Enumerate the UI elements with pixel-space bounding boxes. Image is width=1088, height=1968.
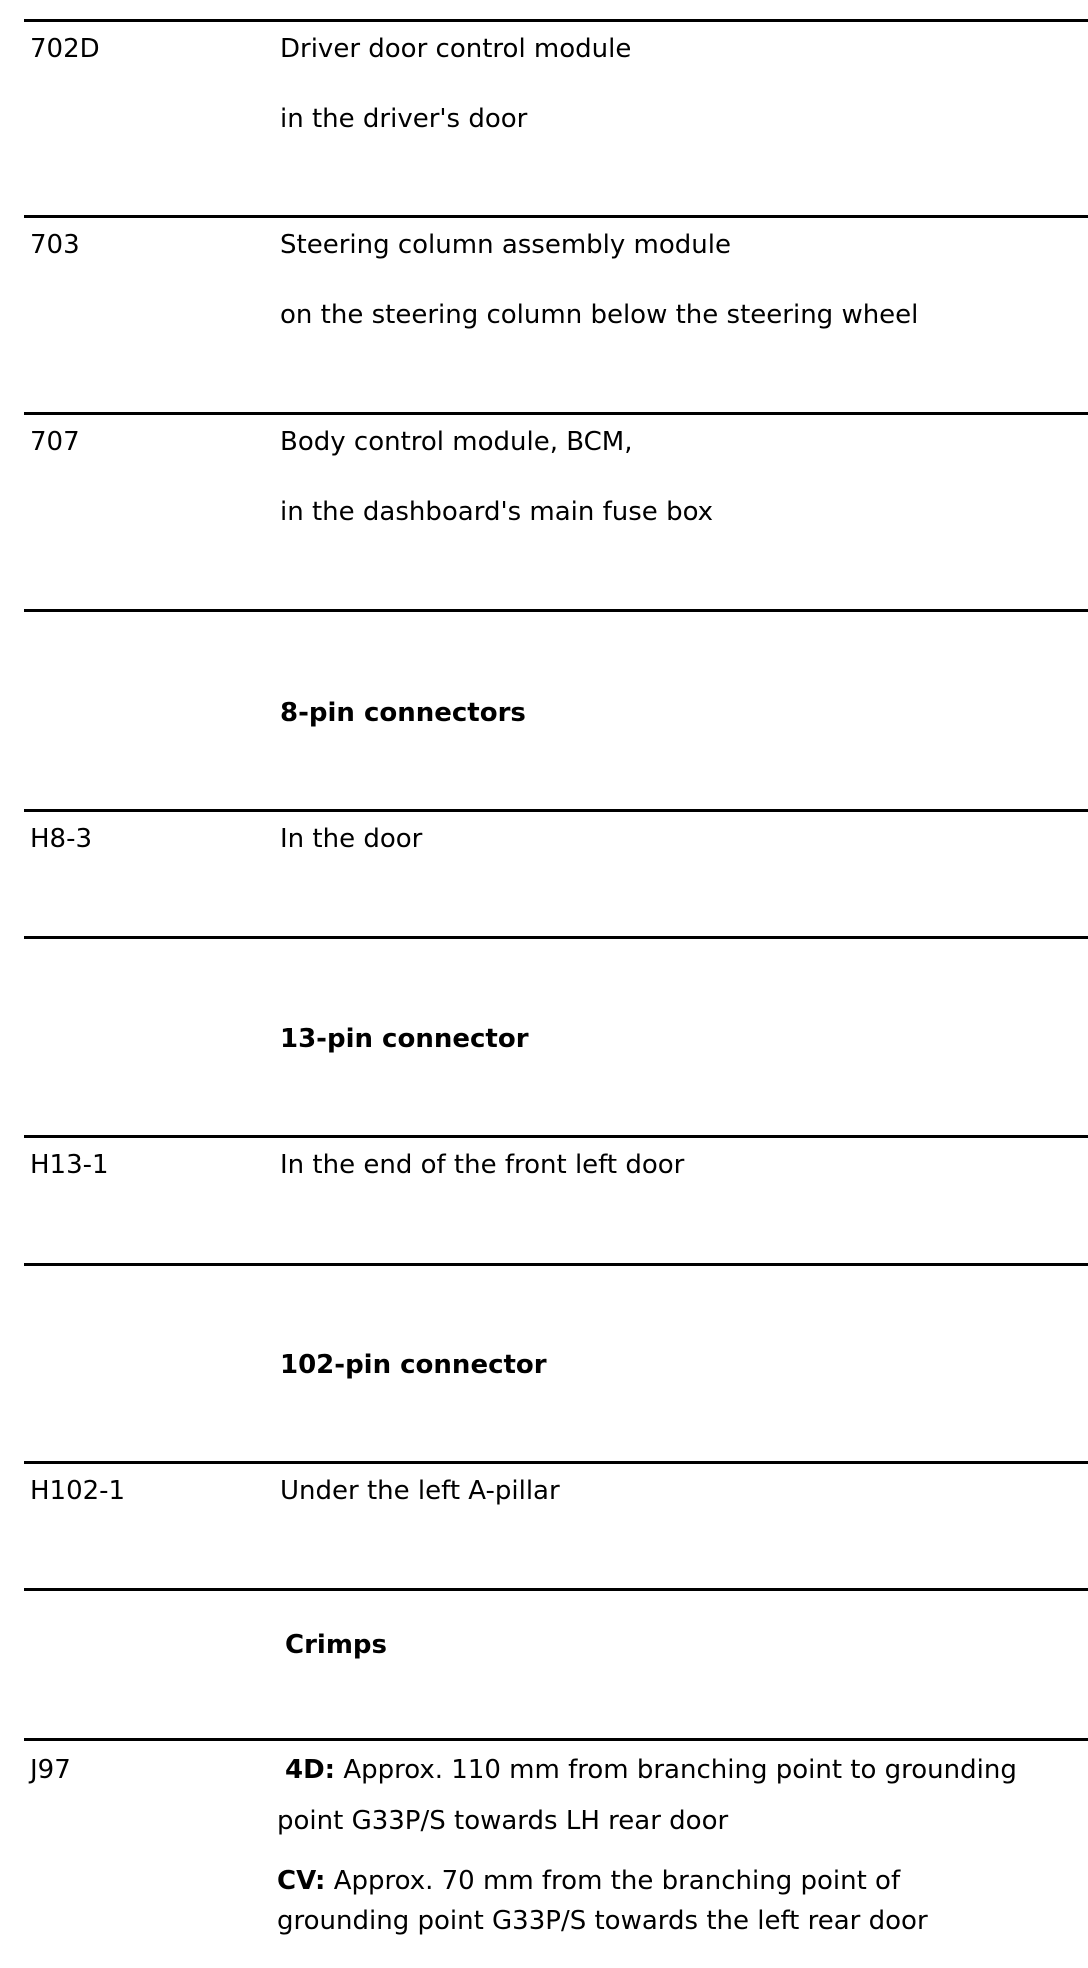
- component-location: in the driver's door: [280, 104, 528, 134]
- divider: [24, 609, 1088, 612]
- divider: [24, 215, 1088, 218]
- connector-code: H8-3: [30, 824, 93, 854]
- connector-code: H13-1: [30, 1150, 109, 1180]
- connector-location: Under the left A-pillar: [280, 1476, 560, 1506]
- divider: [24, 1588, 1088, 1591]
- component-description: Body control module, BCM,: [280, 427, 633, 457]
- component-code: 707: [30, 427, 80, 457]
- section-heading-102-pin: 102-pin connector: [280, 1350, 547, 1380]
- crimp-cv-line-1: [277, 1866, 900, 1896]
- divider: [24, 1461, 1088, 1464]
- connector-code: H102-1: [30, 1476, 126, 1506]
- divider: [24, 412, 1088, 415]
- crimp-4d-text: Approx. 110 mm from branching point to grounding: [335, 1755, 1017, 1785]
- crimp-cv-label: CV:: [277, 1866, 326, 1896]
- section-heading-13-pin: 13-pin connector: [280, 1024, 529, 1054]
- component-code: 702D: [30, 34, 100, 64]
- section-heading-crimps: Crimps: [285, 1630, 387, 1660]
- component-description: Steering column assembly module: [280, 230, 731, 260]
- divider: [24, 936, 1088, 939]
- connector-location: In the door: [280, 824, 423, 854]
- section-heading-8-pin: 8-pin connectors: [280, 698, 526, 728]
- divider: [24, 809, 1088, 812]
- crimp-4d-label: 4D:: [285, 1755, 336, 1785]
- divider: [24, 19, 1088, 22]
- crimp-cv-text: Approx. 70 mm from the branching point of: [325, 1866, 901, 1896]
- connector-location: In the end of the front left door: [280, 1150, 685, 1180]
- divider: [24, 1263, 1088, 1266]
- divider: [24, 1135, 1088, 1138]
- crimp-cv-line-2: grounding point G33P/S towards the left rear door: [277, 1906, 928, 1936]
- crimp-4d-line-2: point G33P/S towards LH rear door: [277, 1806, 729, 1836]
- component-description: Driver door control module: [280, 34, 632, 64]
- component-code: 703: [30, 230, 80, 260]
- crimp-4d-line-1: [285, 1755, 1017, 1785]
- divider: [24, 1738, 1088, 1741]
- component-location: in the dashboard's main fuse box: [280, 497, 714, 527]
- component-location: on the steering column below the steering wheel: [280, 300, 919, 330]
- crimp-code: J97: [30, 1755, 71, 1785]
